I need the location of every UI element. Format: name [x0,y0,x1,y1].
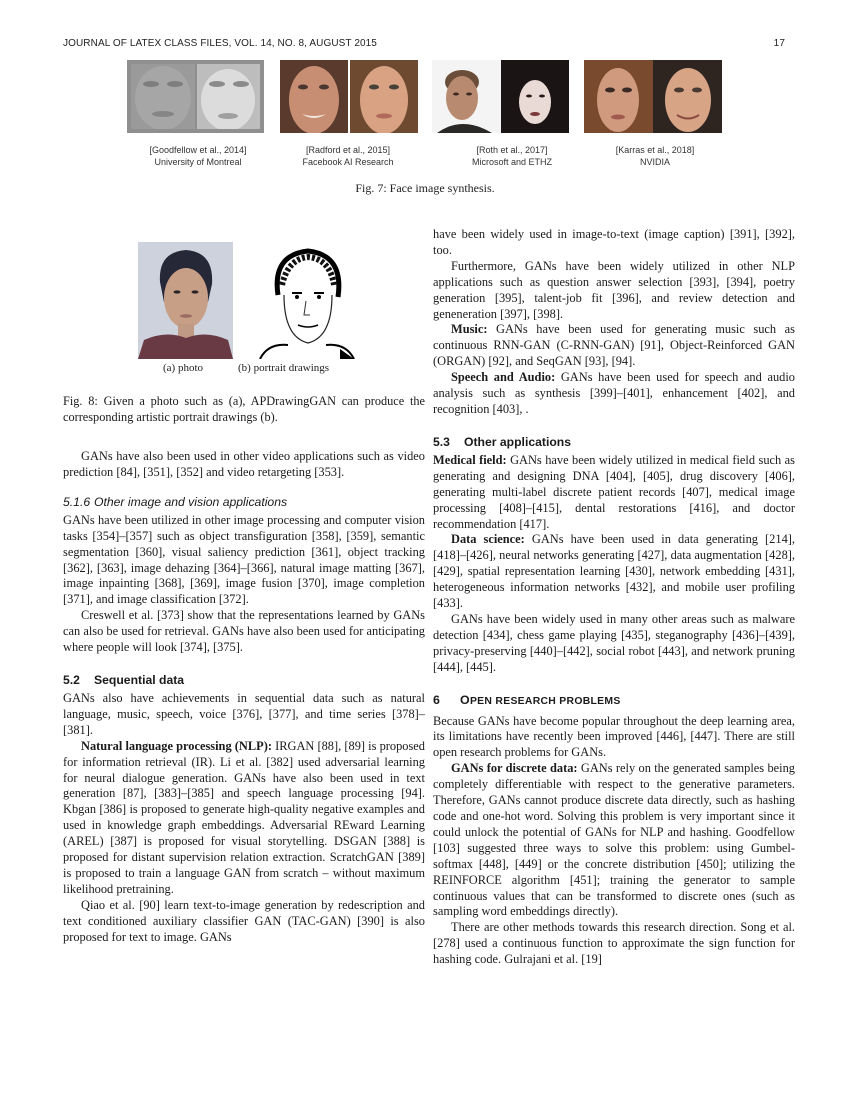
heading-6: 6 OPEN RESEARCH PROBLEMS [433,692,621,707]
left-column [63,394,425,425]
paragraph-discrete-data: GANs for discrete data: GANs rely on the generated samples being completely differentiable with respect to the generative parameters. Therefore, GANs cannot produce discrete data directly, such as hashing code and one-hot word. Solving this problem is very important since it could unlock the potential of GANs for NLP and hashing. Goodfellow [103] suggested three ways to solve this problem: using Gumbel-softmax [448], [449] or the concrete distribution [450]; utilizing the REINFORCE algorithm [451]; training the generator to sample continuous values that can be transformed to discrete ones (such as sampling word embeddings directly). [433,761,795,919]
face-image-karras [584,60,722,133]
paragraph-vision: GANs have been utilized in other image processing and computer vision tasks [354]–[357] such as object transfiguration [358], [359], semantic segmentation [360], visual saliency prediction [361], object tracking [362], [363], image dehazing [364]–[366], natural image matting [367], image inpainting [368], [369], image fusion [370], image completion [371], and image classification [372]. [63,512,425,607]
paragraph-data-science: Data science: GANs have been used in data generating [214], [418]–[426], neural networks generating [427], data augmentation [428], [429], spatial representation learning [430], network embedding [431], heterogeneous information networks [432], and mobile user profiling [433]. [433,532,795,611]
affiliation: NVIDIA [639,157,670,167]
right-column [433,227,795,968]
citation: [Goodfellow et al., 2014] [149,145,247,155]
paragraph-video: GANs have also been used in other video applications such as video prediction [84], [351], [352] and video retargeting [353]. [63,449,425,479]
face-caption-goodfellow [118,144,278,168]
face-image-roth [432,60,569,133]
paragraph-speech: Speech and Audio: GANs have been used for speech and audio analysis such as synthesis [399]–[401], enhancement [402], and recognition [403], . [433,370,795,416]
page-number: 17 [773,38,785,49]
affiliation: University of Montreal [154,157,242,167]
citation: [Radford et al., 2015] [305,145,391,155]
paragraph-image-caption: have been widely used in image-to-text (image caption) [391], [392], too. [433,227,795,257]
journal-title: JOURNAL OF LATEX CLASS FILES, VOL. 14, NO. 8, AUGUST 2015 [63,38,377,49]
face-pair-radford [280,60,418,133]
portrait-photo [138,242,233,359]
face-caption-roth [432,144,592,168]
paragraph-music: Music: GANs have been used for generating music such as continuous RNN-GAN (C-RNN-GAN) [91], Object-Reinforced GAN (ORGAN) [92], and SeqGAN [93], [94]. [433,322,795,369]
heading-5-3: 5.3 Other applications [433,434,571,449]
left-column-body [63,449,425,945]
paragraph-open-problems: Because GANs have become popular throughout the deep learning area, its limitations have recently been improved [446], [447]. There are still open research problems for GANs. [433,713,795,760]
affiliation: Microsoft and ETHZ [471,157,553,167]
face-pair-goodfellow [127,60,264,133]
paragraph-sequential: GANs also have achievements in sequential data such as natural language, music, speech, voice [376], [377], and time series [378]–[381]. [63,690,425,737]
paragraph-qiao: Qiao et al. [90] learn text-to-image generation by redescription and text conditioned auxiliary classifier GAN (TAC-GAN) [390] is also proposed for text to image. GANs [63,897,425,944]
subcaption-a: (a) photo [163,362,204,374]
affiliation: Facebook AI Research [302,157,394,167]
paragraph-further-nlp: Furthermore, GANs have been widely utilized in other NLP applications such as question answer selection [393], [394], poetry generation [395], talent-job fit [396], and review detection and geneneration [397], [398]. [433,258,795,321]
paragraph-other-methods: There are other methods towards this research direction. Song et al. [278] used a continuous function to approximate the sign function for hashing code. Gulrajani et al. [19] [433,920,795,967]
portrait-drawing [258,245,356,359]
heading-5-1-6: 5.1.6 Other image and vision applications [63,494,288,509]
citation: [Karras et al., 2018] [615,145,695,155]
face-image-radford [280,60,418,133]
face-caption-karras [575,144,735,168]
paragraph-other-areas: GANs have been widely used in many other areas such as malware detection [434], chess game playing [435], steganography [436]–[439], privacy-preserving [440]–[442], social robot [443], and network pruning [444], [445]. [433,611,795,674]
paragraph-creswell: Creswell et al. [373] show that the representations learned by GANs can also be used for retrieval. GANs have also been used for anticipating where people will look [374], [375]. [63,608,425,655]
face-image-goodfellow [127,60,264,133]
heading-5-2: 5.2 Sequential data [63,672,185,687]
face-caption-radford [268,144,428,168]
figure-8 [120,240,430,380]
citation: [Roth et al., 2017] [476,145,548,155]
paragraph-nlp: Natural language processing (NLP): IRGAN [88], [89] is proposed for information retrieval (IR). Li et al. [382] used adversarial learning for neural dialogue generation. GANs have also been used in text generation [87], [383]–[385] and speech language processing [94]. Kbgan [386] is proposed to generate high-quality negative examples and used in knowledge graph embeddings. Adversarial REward Learning (AREL) [387] is proposed for visual storytelling. DSGAN [388] is proposed for distant supervision relation extraction. ScratchGAN [389] is proposed to train a language GAN from scratch – without maximum likelihood pretraining. [63,738,426,896]
figure-8-caption: Fig. 8: Given a photo such as (a), APDrawingGAN can produce the corresponding artistic portrait drawings (b). [63,394,425,424]
face-pair-karras [584,60,722,133]
paragraph-medical: Medical field: GANs have been widely utilized in medical field such as generating and designing DNA [404], [405], drug discovery [406], generating multi-label discrete patient records [407], medical image processing [408]–[415], dental restorations [416], and doctor recommendation [417]. [433,452,795,531]
subcaption-b: (b) portrait drawings [238,362,330,374]
figure-7 [0,60,850,200]
running-header [63,38,785,52]
face-pair-roth [432,60,569,133]
figure-7-caption: Fig. 7: Face image synthesis. [355,181,495,195]
